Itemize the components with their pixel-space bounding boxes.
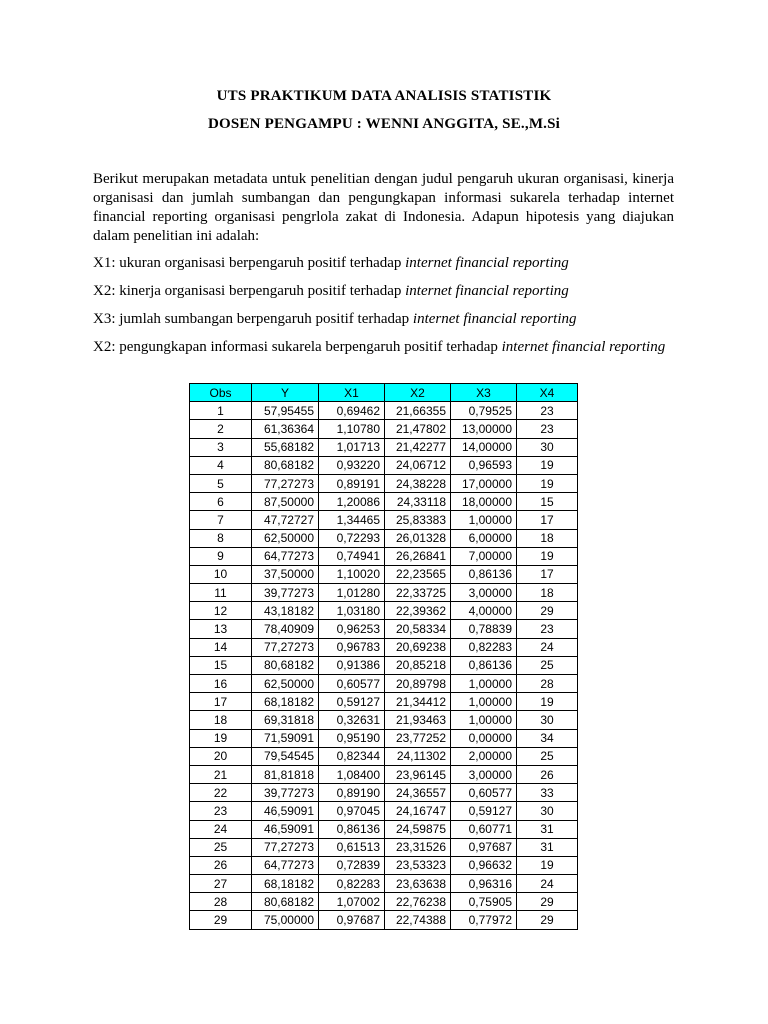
table-row bbox=[190, 584, 578, 602]
table-cell: 0,96783 bbox=[319, 638, 385, 656]
document-title: UTS PRAKTIKUM DATA ANALISIS STATISTIK bbox=[216, 88, 552, 104]
table-row bbox=[190, 802, 578, 820]
table-cell: 21,93463 bbox=[385, 711, 451, 729]
table-row bbox=[190, 729, 578, 747]
hypothesis-text: X2: kinerja organisasi berpengaruh positif terhadap bbox=[93, 283, 406, 299]
table-row bbox=[190, 693, 578, 711]
table-row bbox=[190, 784, 578, 802]
table-row bbox=[190, 856, 578, 874]
table-row bbox=[190, 711, 578, 729]
table-cell: 26 bbox=[517, 765, 578, 783]
table-cell: 15 bbox=[517, 493, 578, 511]
table-cell: 0,86136 bbox=[319, 820, 385, 838]
table-cell: 0,60577 bbox=[451, 784, 517, 802]
table-cell: 31 bbox=[517, 838, 578, 856]
table-cell: 77,27273 bbox=[252, 474, 319, 492]
table-cell: 3,00000 bbox=[451, 584, 517, 602]
table-cell: 3,00000 bbox=[451, 765, 517, 783]
table-cell: 29 bbox=[517, 911, 578, 929]
table-row bbox=[190, 456, 578, 474]
table-cell: 17,00000 bbox=[451, 474, 517, 492]
table-cell: 6,00000 bbox=[451, 529, 517, 547]
table-cell: 55,68182 bbox=[252, 438, 319, 456]
table-cell: 25 bbox=[190, 838, 252, 856]
table-cell: 62,50000 bbox=[252, 529, 319, 547]
table-cell: 23 bbox=[517, 420, 578, 438]
table-cell: 0,32631 bbox=[319, 711, 385, 729]
table-cell: 24,36557 bbox=[385, 784, 451, 802]
table-cell: 21,34412 bbox=[385, 693, 451, 711]
table-cell: 19 bbox=[517, 856, 578, 874]
table-cell: 61,36364 bbox=[252, 420, 319, 438]
table-cell: 7,00000 bbox=[451, 547, 517, 565]
table-cell: 0,00000 bbox=[451, 729, 517, 747]
column-header-obs: Obs bbox=[190, 384, 252, 402]
table-row bbox=[190, 511, 578, 529]
table-cell: 0,72293 bbox=[319, 529, 385, 547]
table-cell: 11 bbox=[190, 584, 252, 602]
table-cell: 25,83383 bbox=[385, 511, 451, 529]
table-cell: 0,72839 bbox=[319, 856, 385, 874]
table-cell: 17 bbox=[517, 565, 578, 583]
table-cell: 46,59091 bbox=[252, 802, 319, 820]
table-cell: 8 bbox=[190, 529, 252, 547]
table-row bbox=[190, 493, 578, 511]
table-cell: 1,08400 bbox=[319, 765, 385, 783]
document-subtitle: DOSEN PENGAMPU : WENNI ANGGITA, SE.,M.Si bbox=[207, 116, 561, 132]
table-cell: 0,93220 bbox=[319, 456, 385, 474]
table-cell: 47,72727 bbox=[252, 511, 319, 529]
data-table bbox=[189, 383, 578, 930]
table-cell: 24 bbox=[517, 875, 578, 893]
table-cell: 24,06712 bbox=[385, 456, 451, 474]
table-cell: 39,77273 bbox=[252, 784, 319, 802]
table-cell: 1,07002 bbox=[319, 893, 385, 911]
table-cell: 34 bbox=[517, 729, 578, 747]
table-row bbox=[190, 529, 578, 547]
table-cell: 22,39362 bbox=[385, 602, 451, 620]
table-cell: 4,00000 bbox=[451, 602, 517, 620]
intro-paragraph: Berikut merupakan metadata untuk penelitian dengan judul pengaruh ukuran organisasi, kinerja organisasi dan jumlah sumbangan dan pengungkapan informasi sukarela terhadap internet financial reporting organisasi pengrlola zakat di Indonesia. Adapun hipotesis yang diajukan dalam penelitian ini adalah: bbox=[93, 171, 674, 244]
hypothesis-3 bbox=[93, 310, 674, 329]
table-cell: 29 bbox=[190, 911, 252, 929]
table-cell: 20,85218 bbox=[385, 656, 451, 674]
table-cell: 13,00000 bbox=[451, 420, 517, 438]
table-cell: 22,23565 bbox=[385, 565, 451, 583]
table-cell: 29 bbox=[517, 893, 578, 911]
table-cell: 21,42277 bbox=[385, 438, 451, 456]
table-cell: 10 bbox=[190, 565, 252, 583]
table-row bbox=[190, 875, 578, 893]
table-cell: 0,61513 bbox=[319, 838, 385, 856]
table-cell: 0,60771 bbox=[451, 820, 517, 838]
hypothesis-text: X1: ukuran organisasi berpengaruh positif terhadap bbox=[93, 255, 406, 271]
table-cell: 1,34465 bbox=[319, 511, 385, 529]
table-cell: 1,10780 bbox=[319, 420, 385, 438]
table-cell: 0,82283 bbox=[451, 638, 517, 656]
table-cell: 26,26841 bbox=[385, 547, 451, 565]
table-cell: 37,50000 bbox=[252, 565, 319, 583]
table-cell: 30 bbox=[517, 438, 578, 456]
table-cell: 26 bbox=[190, 856, 252, 874]
table-cell: 75,00000 bbox=[252, 911, 319, 929]
column-header-x4: X4 bbox=[517, 384, 578, 402]
table-cell: 30 bbox=[517, 802, 578, 820]
table-cell: 22,76238 bbox=[385, 893, 451, 911]
table-cell: 0,60577 bbox=[319, 675, 385, 693]
column-header-x1: X1 bbox=[319, 384, 385, 402]
table-cell: 23,53323 bbox=[385, 856, 451, 874]
table-cell: 25 bbox=[517, 656, 578, 674]
table-cell: 0,79525 bbox=[451, 402, 517, 420]
table-cell: 17 bbox=[190, 693, 252, 711]
table-cell: 64,77273 bbox=[252, 547, 319, 565]
table-row bbox=[190, 747, 578, 765]
table-cell: 62,50000 bbox=[252, 675, 319, 693]
table-cell: 0,77972 bbox=[451, 911, 517, 929]
column-header-x3: X3 bbox=[451, 384, 517, 402]
table-cell: 20,58334 bbox=[385, 620, 451, 638]
table-cell: 0,86136 bbox=[451, 565, 517, 583]
hypothesis-emphasis: internet financial reporting bbox=[412, 311, 577, 327]
table-cell: 28 bbox=[190, 893, 252, 911]
table-cell: 23 bbox=[517, 402, 578, 420]
table-row bbox=[190, 820, 578, 838]
table-row bbox=[190, 675, 578, 693]
table-row bbox=[190, 402, 578, 420]
table-row bbox=[190, 765, 578, 783]
table-cell: 24,11302 bbox=[385, 747, 451, 765]
table-cell: 0,78839 bbox=[451, 620, 517, 638]
table-cell: 1,00000 bbox=[451, 711, 517, 729]
table-cell: 18 bbox=[517, 584, 578, 602]
table-cell: 22,74388 bbox=[385, 911, 451, 929]
table-cell: 5 bbox=[190, 474, 252, 492]
table-cell: 1,01713 bbox=[319, 438, 385, 456]
column-header-y: Y bbox=[252, 384, 319, 402]
table-cell: 18,00000 bbox=[451, 493, 517, 511]
hypothesis-emphasis: internet financial reporting bbox=[405, 283, 569, 299]
table-cell: 30 bbox=[517, 711, 578, 729]
table-cell: 1,03180 bbox=[319, 602, 385, 620]
table-cell: 1,20086 bbox=[319, 493, 385, 511]
table-cell: 80,68182 bbox=[252, 656, 319, 674]
table-cell: 0,82344 bbox=[319, 747, 385, 765]
hypothesis-text: X2: pengungkapan informasi sukarela berpengaruh positif terhadap bbox=[93, 339, 502, 355]
table-cell: 25 bbox=[517, 747, 578, 765]
table-cell: 1,00000 bbox=[451, 675, 517, 693]
table-cell: 19 bbox=[517, 474, 578, 492]
table-cell: 0,96316 bbox=[451, 875, 517, 893]
table-cell: 24 bbox=[190, 820, 252, 838]
hypothesis-4 bbox=[93, 338, 674, 357]
table-cell: 26,01328 bbox=[385, 529, 451, 547]
table-cell: 57,95455 bbox=[252, 402, 319, 420]
table-cell: 0,96632 bbox=[451, 856, 517, 874]
table-cell: 1,00000 bbox=[451, 693, 517, 711]
table-header-row bbox=[190, 384, 578, 402]
table-cell: 1,01280 bbox=[319, 584, 385, 602]
table-cell: 23,96145 bbox=[385, 765, 451, 783]
table-row bbox=[190, 620, 578, 638]
table-cell: 9 bbox=[190, 547, 252, 565]
table-cell: 77,27273 bbox=[252, 838, 319, 856]
table-cell: 68,18182 bbox=[252, 875, 319, 893]
table-cell: 0,74941 bbox=[319, 547, 385, 565]
table-cell: 18 bbox=[517, 529, 578, 547]
table-row bbox=[190, 420, 578, 438]
table-cell: 15 bbox=[190, 656, 252, 674]
table-cell: 22 bbox=[190, 784, 252, 802]
table-cell: 80,68182 bbox=[252, 456, 319, 474]
table-cell: 21,47802 bbox=[385, 420, 451, 438]
table-cell: 24,38228 bbox=[385, 474, 451, 492]
table-cell: 23,63638 bbox=[385, 875, 451, 893]
hypothesis-2 bbox=[93, 282, 674, 301]
table-row bbox=[190, 602, 578, 620]
table-cell: 6 bbox=[190, 493, 252, 511]
table-cell: 39,77273 bbox=[252, 584, 319, 602]
hypothesis-1 bbox=[93, 254, 674, 273]
table-row bbox=[190, 438, 578, 456]
hypothesis-emphasis: internet financial reporting bbox=[405, 255, 569, 271]
table-cell: 0,97687 bbox=[319, 911, 385, 929]
table-cell: 28 bbox=[517, 675, 578, 693]
table-cell: 14 bbox=[190, 638, 252, 656]
table-cell: 0,96593 bbox=[451, 456, 517, 474]
table-cell: 1 bbox=[190, 402, 252, 420]
table-cell: 0,59127 bbox=[319, 693, 385, 711]
table-row bbox=[190, 911, 578, 929]
table-cell: 20,89798 bbox=[385, 675, 451, 693]
table-cell: 1,10020 bbox=[319, 565, 385, 583]
table-row bbox=[190, 893, 578, 911]
table-cell: 64,77273 bbox=[252, 856, 319, 874]
table-cell: 19 bbox=[517, 547, 578, 565]
table-cell: 22,33725 bbox=[385, 584, 451, 602]
table-cell: 23 bbox=[517, 620, 578, 638]
table-cell: 0,82283 bbox=[319, 875, 385, 893]
table-cell: 4 bbox=[190, 456, 252, 474]
table-row bbox=[190, 547, 578, 565]
table-cell: 29 bbox=[517, 602, 578, 620]
table-cell: 21 bbox=[190, 765, 252, 783]
table-cell: 16 bbox=[190, 675, 252, 693]
table-cell: 2 bbox=[190, 420, 252, 438]
table-cell: 24,59875 bbox=[385, 820, 451, 838]
table-cell: 20,69238 bbox=[385, 638, 451, 656]
table-cell: 0,86136 bbox=[451, 656, 517, 674]
table-cell: 18 bbox=[190, 711, 252, 729]
table-cell: 0,91386 bbox=[319, 656, 385, 674]
table-cell: 80,68182 bbox=[252, 893, 319, 911]
table-cell: 46,59091 bbox=[252, 820, 319, 838]
table-cell: 3 bbox=[190, 438, 252, 456]
table-cell: 43,18182 bbox=[252, 602, 319, 620]
table-cell: 7 bbox=[190, 511, 252, 529]
table-cell: 23,77252 bbox=[385, 729, 451, 747]
table-cell: 24,33118 bbox=[385, 493, 451, 511]
hypothesis-emphasis: internet financial reporting bbox=[501, 339, 666, 355]
table-cell: 12 bbox=[190, 602, 252, 620]
hypothesis-text: X3: jumlah sumbangan berpengaruh positif terhadap bbox=[93, 311, 413, 327]
table-cell: 33 bbox=[517, 784, 578, 802]
table-cell: 79,54545 bbox=[252, 747, 319, 765]
table-cell: 78,40909 bbox=[252, 620, 319, 638]
table-cell: 2,00000 bbox=[451, 747, 517, 765]
table-row bbox=[190, 838, 578, 856]
table-row bbox=[190, 474, 578, 492]
table-cell: 17 bbox=[517, 511, 578, 529]
table-cell: 0,89190 bbox=[319, 784, 385, 802]
column-header-x2: X2 bbox=[385, 384, 451, 402]
table-cell: 19 bbox=[517, 693, 578, 711]
table-cell: 0,69462 bbox=[319, 402, 385, 420]
table-cell: 0,96253 bbox=[319, 620, 385, 638]
table-cell: 24 bbox=[517, 638, 578, 656]
table-row bbox=[190, 565, 578, 583]
table-cell: 1,00000 bbox=[451, 511, 517, 529]
table-cell: 19 bbox=[517, 456, 578, 474]
table-cell: 87,50000 bbox=[252, 493, 319, 511]
table-body bbox=[190, 402, 578, 929]
table-cell: 0,59127 bbox=[451, 802, 517, 820]
table-cell: 0,75905 bbox=[451, 893, 517, 911]
table-cell: 71,59091 bbox=[252, 729, 319, 747]
table-cell: 27 bbox=[190, 875, 252, 893]
table-cell: 19 bbox=[190, 729, 252, 747]
table-cell: 14,00000 bbox=[451, 438, 517, 456]
table-cell: 13 bbox=[190, 620, 252, 638]
table-cell: 69,31818 bbox=[252, 711, 319, 729]
table-cell: 0,95190 bbox=[319, 729, 385, 747]
table-row bbox=[190, 656, 578, 674]
table-cell: 0,97687 bbox=[451, 838, 517, 856]
table-cell: 21,66355 bbox=[385, 402, 451, 420]
table-cell: 20 bbox=[190, 747, 252, 765]
table-cell: 81,81818 bbox=[252, 765, 319, 783]
table-cell: 31 bbox=[517, 820, 578, 838]
table-cell: 23,31526 bbox=[385, 838, 451, 856]
table-cell: 24,16747 bbox=[385, 802, 451, 820]
table-cell: 0,89191 bbox=[319, 474, 385, 492]
table-cell: 0,97045 bbox=[319, 802, 385, 820]
table-row bbox=[190, 638, 578, 656]
table-cell: 23 bbox=[190, 802, 252, 820]
table-cell: 68,18182 bbox=[252, 693, 319, 711]
table-cell: 77,27273 bbox=[252, 638, 319, 656]
